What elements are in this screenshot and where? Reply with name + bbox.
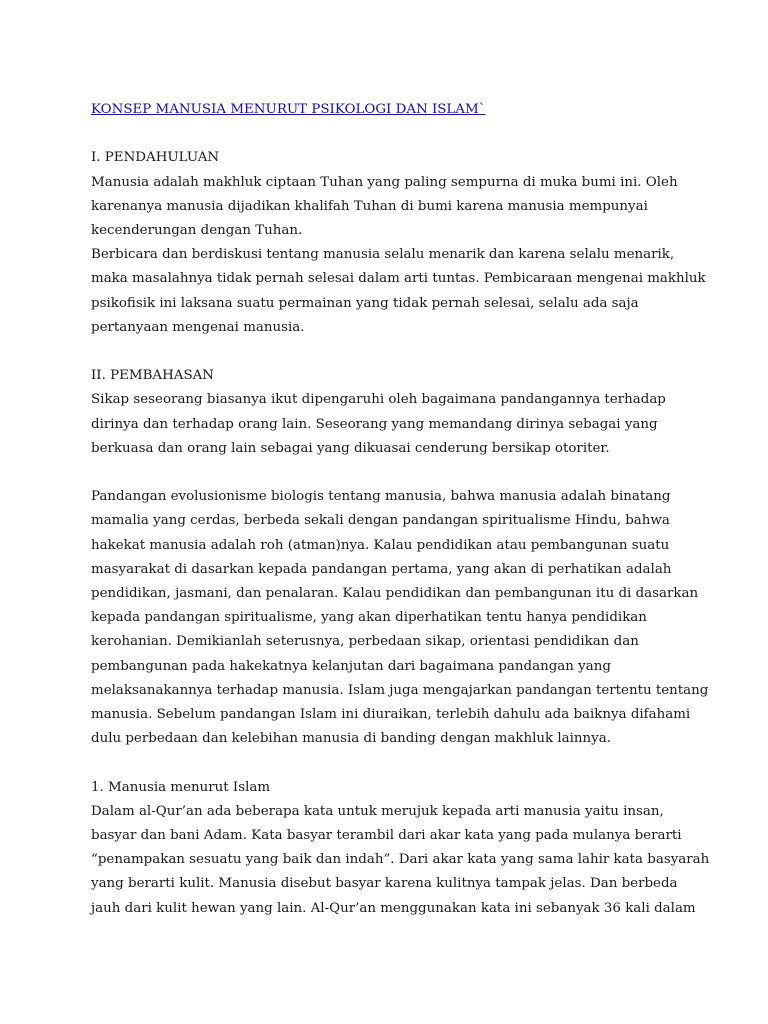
document-page [91,98,710,921]
paragraph-line: karenanya manusia dijadikan khalifah Tuhan di bumi karena manusia mempunyai [91,198,648,214]
paragraph-line: dulu perbedaan dan kelebihan manusia di banding dengan makhluk lainnya. [91,731,611,747]
paragraph-line: Manusia adalah makhluk ciptaan Tuhan yang paling sempurna di muka bumi ini. Oleh [91,174,678,190]
spacer [91,122,691,146]
subsection-heading: 1. Manusia menurut Islam [91,779,271,795]
spacer [91,751,691,775]
paragraph-line: Dalam al-Qur’an ada beberapa kata untuk merujuk kepada arti manusia yaitu insan, [91,803,664,819]
paragraph-line: mamalia yang cerdas, berbeda sekali dengan pandangan spiritualisme Hindu, bahwa [91,513,670,529]
section-heading-pendahuluan: I. PENDAHULUAN [91,150,220,166]
paragraph-line: kecenderungan dengan Tuhan. [91,223,303,238]
paragraph-line: pertanyaan mengenai manusia. [91,319,305,335]
paragraph-line: maka masalahnya tidak pernah selesai dalam arti tuntas. Pembicaraan mengenai makhluk [91,271,706,287]
document-title-link[interactable]: KONSEP MANUSIA MENURUT PSIKOLOGI DAN ISLAM` [91,102,486,117]
paragraph-line: jauh dari kulit hewan yang lain. Al-Qur’an menggunakan kata ini sebanyak 36 kali dalam [91,900,696,916]
paragraph-line: Berbicara dan berdiskusi tentang manusia selalu menarik dan karena selalu menarik, [91,247,675,263]
paragraph-line: “penampakan sesuatu yang baik dan indah”. Dari akar kata yang sama lahir kata basyarah [91,852,710,868]
section-heading-pembahasan: II. PEMBAHASAN [91,368,215,384]
paragraph-line: basyar dan bani Adam. Kata basyar terambil dari akar kata yang pada mulanya berarti [91,828,682,844]
paragraph-line: Sikap seseorang biasanya ikut dipengaruhi oleh bagaimana pandangannya terhadap [91,392,666,408]
section-pendahuluan [91,146,706,340]
paragraph-line: berkuasa dan orang lain sebagai yang dikuasai cenderung bersikap otoriter. [91,440,610,456]
paragraph-line: pembangunan pada hakekatnya kelanjutan dari bagaimana pandangan yang [91,658,611,674]
section-pembahasan [91,364,709,751]
subsection-manusia-menurut-islam [91,776,710,921]
paragraph-line: pendidikan, jasmani, dan penalaran. Kalau pendidikan dan pembangunan itu di dasarkan [91,586,699,602]
paragraph-line: dirinya dan terhadap orang lain. Seseorang yang memandang dirinya sebagai yang [91,416,658,432]
paragraph-line: masyarakat di dasarkan kepada pandangan pertama, yang akan di perhatikan adalah [91,561,672,577]
paragraph-line: Pandangan evolusionisme biologis tentang manusia, bahwa manusia adalah binatang [91,489,671,505]
paragraph-line: kerohanian. Demikianlah seterusnya, perbedaan sikap, orientasi pendidikan dan [91,634,639,650]
paragraph-line: melaksanakannya terhadap manusia. Islam juga mengajarkan pandangan tertentu tentang [91,682,709,698]
spacer [91,340,691,364]
paragraph-line: kepada pandangan spiritualisme, yang akan diperhatikan tentu hanya pendidikan [91,610,647,626]
paragraph-line: hakekat manusia adalah roh (atman)nya. Kalau pendidikan atau pembangunan suatu [91,537,670,553]
paragraph-line: psikofisik ini laksana suatu permainan yang tidak pernah selesai, selalu ada saja [91,295,639,311]
paragraph-line: manusia. Sebelum pandangan Islam ini diuraikan, terlebih dahulu ada baiknya difahami [91,707,691,723]
paragraph-line: yang berarti kulit. Manusia disebut basyar karena kulitnya tampak jelas. Dan berbeda [91,876,678,892]
spacer [91,461,691,485]
